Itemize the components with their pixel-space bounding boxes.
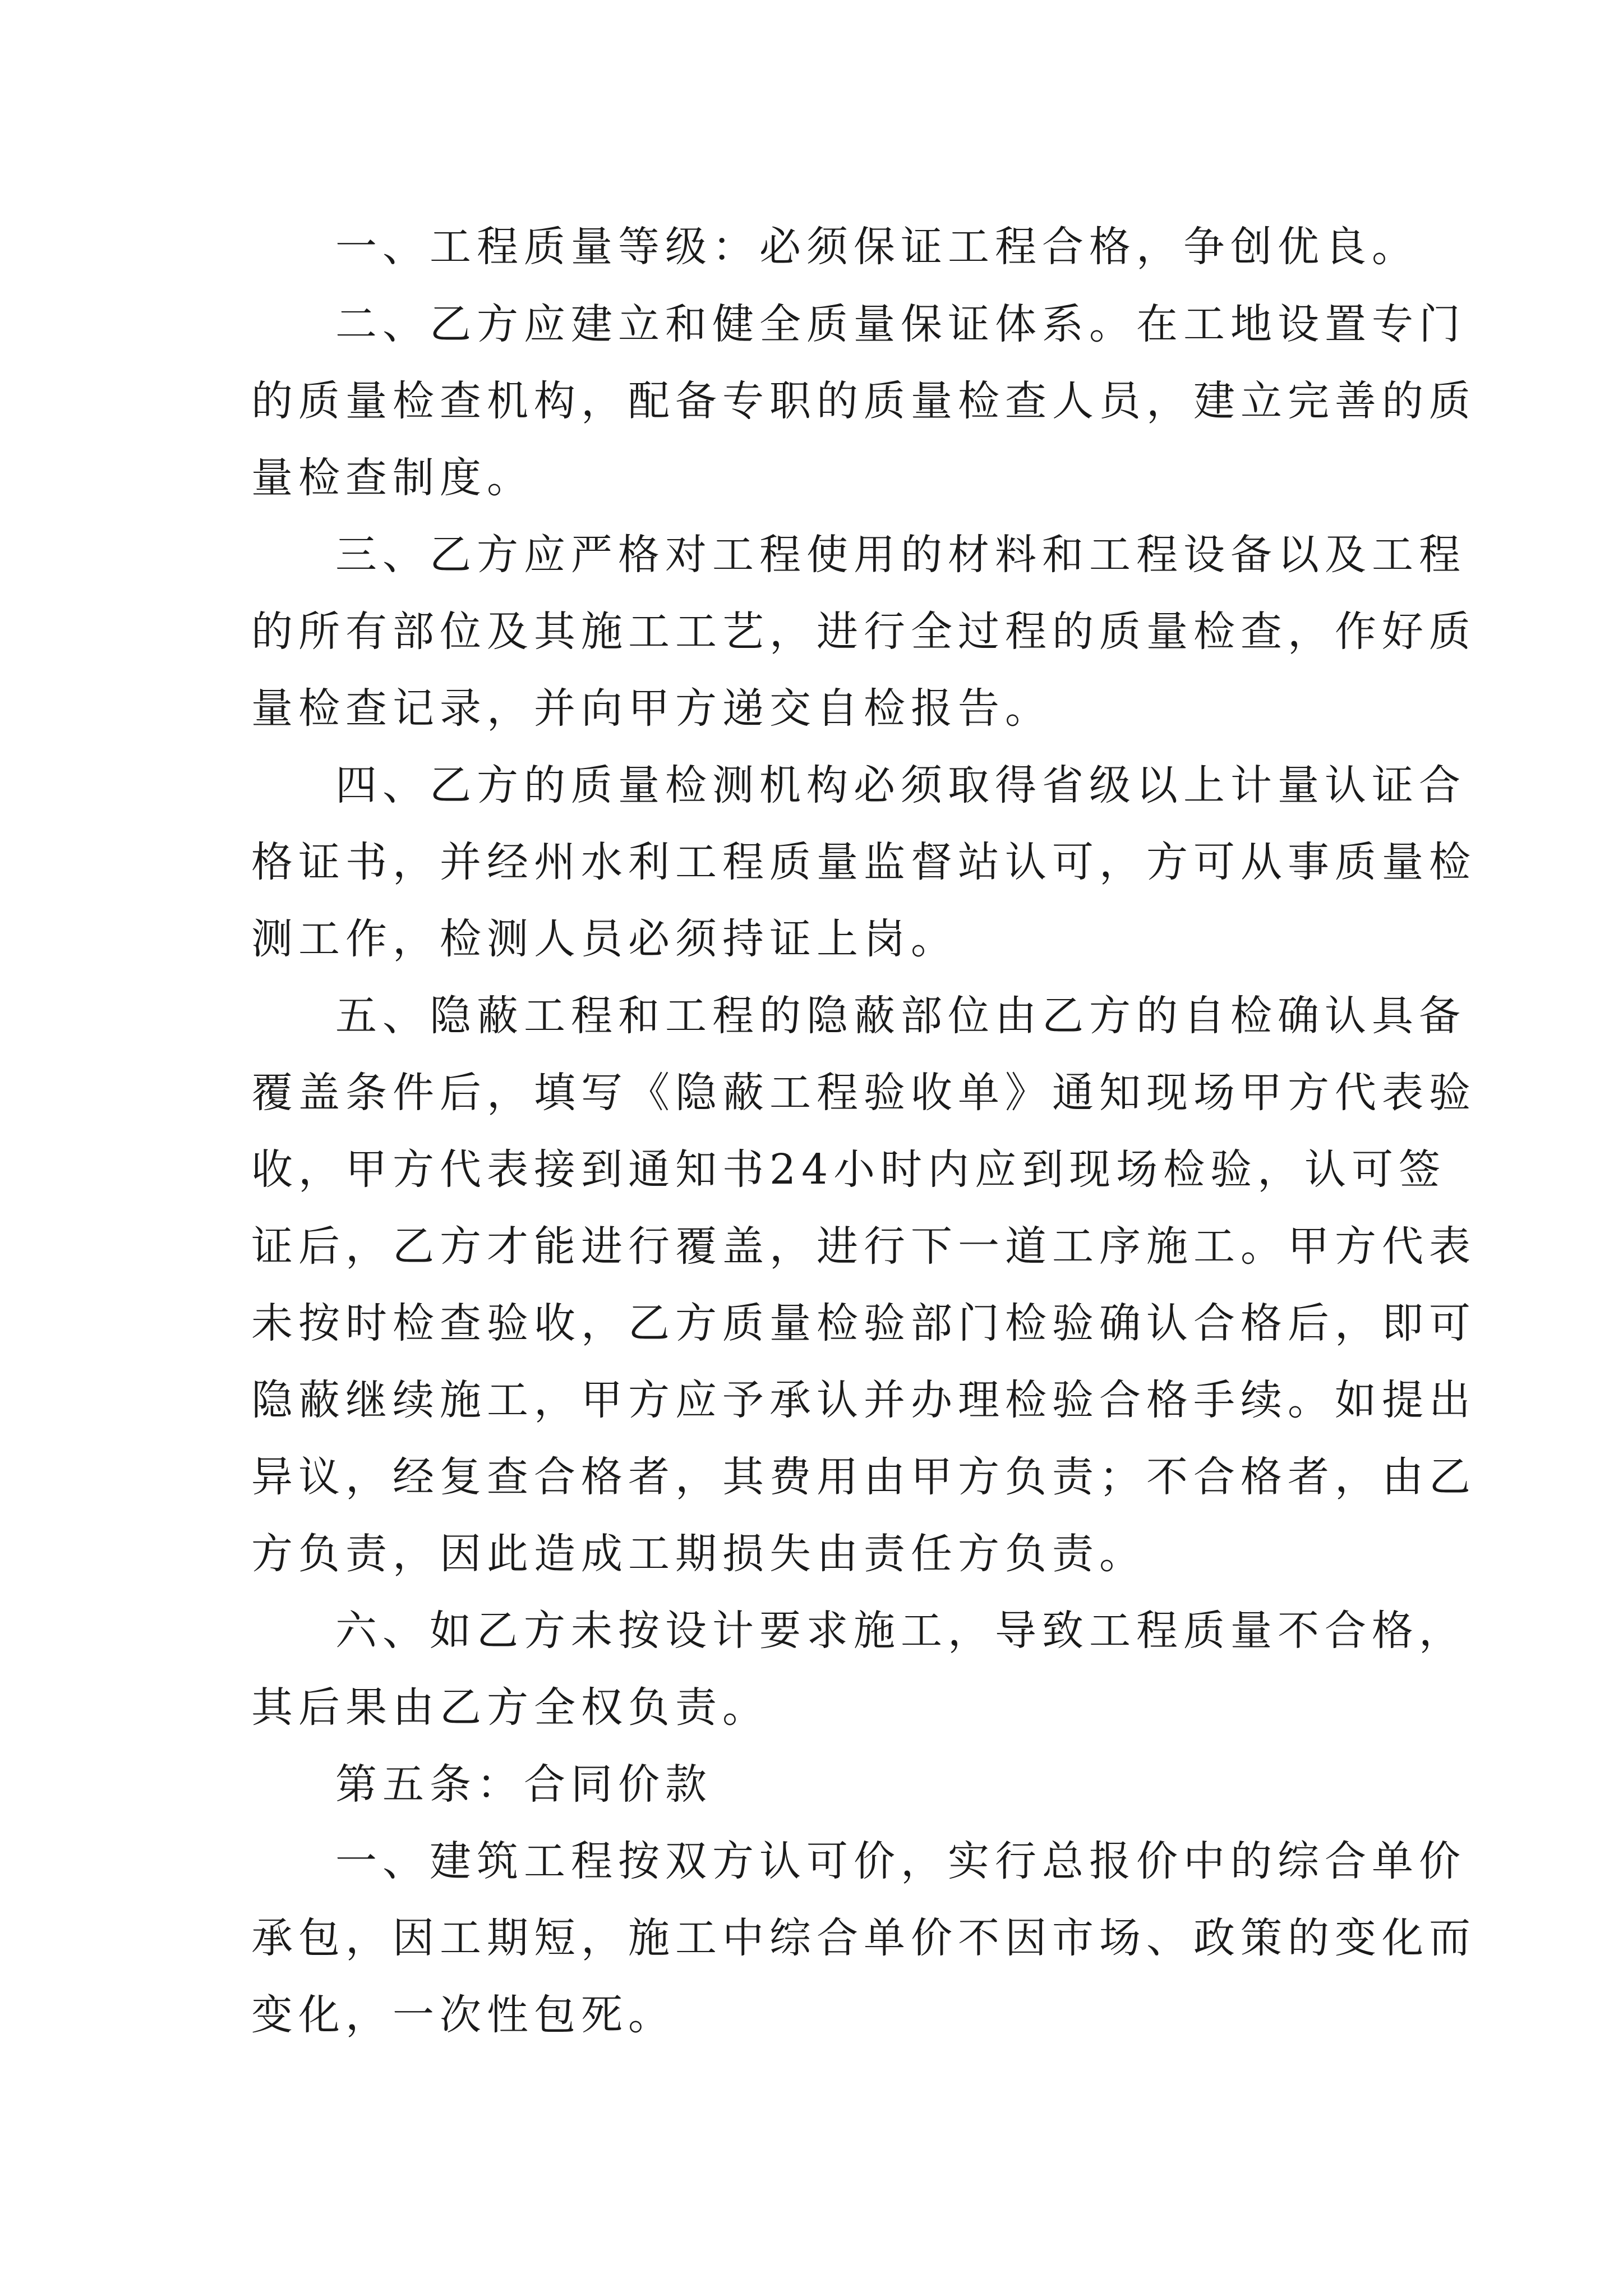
- text-line: 二、乙方应建立和健全质量保证体系。在工地设置专门: [335, 300, 1466, 348]
- text-line: 异议，经复查合格者，其费用由甲方负责；不合格者，由乙: [251, 1453, 1476, 1501]
- text-line: 一、建筑工程按双方认可价，实行总报价中的综合单价: [335, 1837, 1466, 1885]
- text-line: 五、隐蔽工程和工程的隐蔽部位由乙方的自检确认具备: [335, 992, 1466, 1040]
- text-line: 证后，乙方才能进行覆盖，进行下一道工序施工。甲方代表: [251, 1222, 1476, 1271]
- text-line: 承包，因工期短，施工中综合单价不因市场、政策的变化而: [251, 1914, 1476, 1962]
- text-line: 方负责，因此造成工期损失由责任方负责。: [251, 1530, 1146, 1578]
- text-line: 覆盖条件后，填写《隐蔽工程验收单》通知现场甲方代表验: [251, 1069, 1476, 1117]
- text-line: 量检查制度。: [251, 454, 534, 502]
- text-line: 四、乙方的质量检测机构必须取得省级以上计量认证合: [335, 761, 1466, 809]
- text-line: 一、工程质量等级：必须保证工程合格，争创优良。: [335, 223, 1419, 271]
- text-line: 三、乙方应严格对工程使用的材料和工程设备以及工程: [335, 531, 1466, 579]
- text-line: 隐蔽继续施工，甲方应予承认并办理检验合格手续。如提出: [251, 1376, 1476, 1424]
- text-line: 未按时检查验收，乙方质量检验部门检验确认合格后，即可: [251, 1299, 1476, 1347]
- text-line: 格证书，并经州水利工程质量监督站认可，方可从事质量检: [251, 838, 1476, 886]
- section-heading: 第五条：合同价款: [335, 1760, 712, 1809]
- text-line: 的质量检查机构，配备专职的质量检查人员，建立完善的质: [251, 377, 1476, 425]
- text-line: 变化，一次性包死。: [251, 1991, 675, 2039]
- text-line: 六、如乙方未按设计要求施工，导致工程质量不合格，: [335, 1607, 1466, 1655]
- text-line: 量检查记录，并向甲方递交自检报告。: [251, 684, 1052, 733]
- text-line: 收，甲方代表接到通知书24小时内应到现场检验，认可签: [251, 1145, 1446, 1194]
- text-line: 测工作，检测人员必须持证上岗。: [251, 915, 958, 963]
- text-line: 其后果由乙方全权负责。: [251, 1683, 769, 1732]
- text-line: 的所有部位及其施工工艺，进行全过程的质量检查，作好质: [251, 608, 1476, 656]
